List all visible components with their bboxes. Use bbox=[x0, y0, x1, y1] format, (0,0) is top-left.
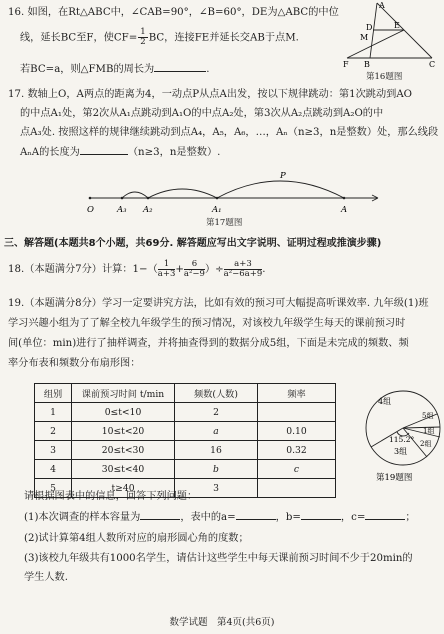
pie-label-group2: 2组 bbox=[420, 440, 432, 448]
q19-figure-caption: 第19题图 bbox=[376, 473, 413, 483]
table-header-group: 组别 bbox=[35, 384, 72, 403]
pie-label-group1: 1组 bbox=[423, 427, 435, 435]
fig17-label-a2: A₂ bbox=[143, 205, 153, 215]
q18-term2-num: 6 bbox=[184, 260, 205, 270]
q19-sub1-text-b: ，表中的a= bbox=[180, 512, 236, 523]
q18-term3 bbox=[223, 258, 266, 279]
q16-frac-den: 2 bbox=[140, 37, 146, 47]
q17-answer-blank[interactable] bbox=[80, 145, 128, 155]
fig16-label-f: F bbox=[343, 60, 349, 69]
q17-number-line-figure bbox=[80, 168, 390, 216]
q18-prefix: 18.（本题满分7分）计算：1−（ bbox=[8, 264, 158, 275]
q16-line2 bbox=[20, 28, 299, 47]
fig16-label-c: C bbox=[429, 60, 436, 69]
table-header-row bbox=[35, 384, 336, 403]
table-cell: a bbox=[175, 422, 258, 441]
pie-label-group3: 3组 bbox=[394, 447, 408, 456]
q16-line3-text-b: . bbox=[206, 64, 210, 75]
q18-term1-den: a+3 bbox=[157, 268, 176, 279]
fig17-label-p: P bbox=[280, 171, 286, 181]
q19-sample-size-blank[interactable] bbox=[140, 510, 180, 520]
table-cell: 1 bbox=[35, 403, 72, 422]
q18-term1-num: 1 bbox=[158, 260, 176, 270]
fig16-label-d: D bbox=[366, 23, 373, 32]
q19-line3: 间(单位：min)进行了抽样调查，并将抽查得到的数据分成5组，下面是未完成的频数、频 bbox=[8, 338, 409, 349]
table-cell: b bbox=[175, 460, 258, 479]
q19-sub3-line1: (3)该校九年级共有1000名学生，请估计这些学生中每天课前预习时间不少于20min的 bbox=[24, 553, 413, 564]
table-cell: 2 bbox=[175, 403, 258, 422]
q18-expression bbox=[8, 259, 266, 281]
q19-b-blank[interactable] bbox=[301, 510, 341, 520]
q19-sub2: (2)试计算第4组人数所对应的扇形圆心角的度数； bbox=[24, 533, 249, 544]
table-cell: 16 bbox=[175, 441, 258, 460]
q17-line2: 的中点A₁处，第2次从A₁点跳动到A₁O的中点A₂处，第3次从A₂点跳动到A₂O的中 bbox=[20, 108, 384, 119]
q16-answer-blank[interactable] bbox=[154, 62, 206, 72]
q17-figure-caption: 第17题图 bbox=[206, 218, 243, 228]
table-cell: 10≤t<20 bbox=[72, 422, 175, 441]
q19-sub1-text-e: ； bbox=[405, 512, 416, 523]
q16-line1: 16. 如图，在Rt△ABC中，∠CAB=90°，∠B=60°，DE为△ABC的中位 bbox=[8, 7, 339, 18]
table-row bbox=[35, 460, 336, 479]
q17-line1: 17. 数轴上O，A两点的距离为4，一动点P从点A出发，按以下规律跳动：第1次跳动到AO bbox=[8, 89, 413, 100]
q16-triangle-figure bbox=[342, 0, 438, 70]
pie-label-group4: 4组 bbox=[378, 397, 392, 406]
q17-line4 bbox=[20, 145, 220, 159]
table-cell bbox=[258, 403, 336, 422]
table-header-frequency: 频数(人数) bbox=[175, 384, 258, 403]
q19-sub1-text-a: (1)本次调查的样本容量为 bbox=[24, 512, 141, 523]
q19-pie-figure bbox=[364, 380, 442, 484]
q16-line3 bbox=[20, 62, 209, 76]
q16-line3-text-a: 若BC=a，则△FMB的周长为 bbox=[20, 64, 155, 75]
section3-title: 三、解答题(本题共8个小题，共69分. 解答题应写出文字说明、证明过程或推演步骤) bbox=[4, 238, 382, 249]
table-row bbox=[35, 441, 336, 460]
table-cell: 20≤t<30 bbox=[72, 441, 175, 460]
q16-frac-num: 1 bbox=[140, 27, 146, 37]
q18-term3-num: a+3 bbox=[224, 260, 263, 270]
fig16-label-e: E bbox=[394, 21, 400, 30]
fig16-label-a: A bbox=[379, 1, 385, 10]
fig16-label-m: M bbox=[360, 33, 369, 42]
table-row bbox=[35, 422, 336, 441]
q16-line2-text-b: BC，连接FE并延长交AB于点M. bbox=[148, 32, 299, 44]
q18-end: . bbox=[262, 264, 266, 275]
table-cell: 0≤t<10 bbox=[72, 403, 175, 422]
table-row bbox=[35, 403, 336, 422]
fig17-label-a: A bbox=[341, 205, 348, 215]
table-cell bbox=[258, 479, 336, 498]
q19-sub3-line2: 学生人数. bbox=[24, 572, 68, 583]
q17-line3: 点A₃处. 按照这样的规律继续跳动到点A₄，A₅，A₆，…，Aₙ（n≥3，n是整数）处，那么线段 bbox=[20, 127, 439, 138]
q19-line4: 率分布表和频数分布扇形图： bbox=[8, 358, 141, 369]
q19-frequency-table bbox=[34, 383, 336, 498]
table-cell: 2 bbox=[35, 422, 72, 441]
q16-figure-caption: 第16题图 bbox=[366, 72, 403, 82]
table-cell: c bbox=[258, 460, 336, 479]
q16-fraction bbox=[138, 28, 147, 47]
q19-sub1-text-c: ，b= bbox=[275, 512, 301, 523]
table-cell: 3 bbox=[35, 441, 72, 460]
pie-angle-label: 115.2° bbox=[389, 435, 415, 444]
q17-line4-text-b: （n≥3，n是整数）. bbox=[127, 147, 221, 158]
q19-line1: 19.（本题满分8分）学习一定要讲究方法，比如有效的预习可大幅提高听课效率. 九年级(1)班 bbox=[8, 298, 429, 309]
table-cell: t≥40 bbox=[72, 479, 175, 498]
q18-term3-den: a²−6a+9 bbox=[223, 268, 263, 279]
fig17-label-o: O bbox=[87, 205, 94, 215]
q17-line4-text-a: AₙA的长度为 bbox=[20, 147, 80, 158]
fig17-label-a3: A₃ bbox=[117, 205, 127, 215]
q19-sub1 bbox=[24, 510, 416, 524]
pie-label-group5: 5组 bbox=[422, 412, 434, 420]
q18-term1 bbox=[158, 260, 176, 279]
table-header-rate: 频率 bbox=[258, 384, 336, 403]
q18-plus: + bbox=[175, 264, 184, 275]
q19-intro: 请根据图表中的信息，回答下列问题： bbox=[24, 491, 198, 502]
q19-c-blank[interactable] bbox=[365, 510, 405, 520]
q18-mid: ）÷ bbox=[204, 264, 224, 275]
page-footer: 数学试题 第4页(共6页) bbox=[169, 617, 275, 628]
table-cell: 3 bbox=[175, 479, 258, 498]
table-cell: 0.10 bbox=[258, 422, 336, 441]
fig17-label-a1: A₁ bbox=[212, 205, 222, 215]
fig16-label-b: B bbox=[364, 60, 370, 69]
q19-a-blank[interactable] bbox=[236, 510, 276, 520]
table-header-time: 课前预习时间 t/min bbox=[72, 384, 175, 403]
q19-line2: 学习兴趣小组为了了解全校九年级学生的预习情况，对该校九年级学生每天的课前预习时 bbox=[8, 318, 406, 329]
table-cell: 5 bbox=[35, 479, 72, 498]
q16-line2-text-a: 线，延长BC至F，使CF= bbox=[20, 32, 138, 44]
q19-sub1-text-d: ，c= bbox=[340, 512, 366, 523]
q18-term2-den: a²−9 bbox=[183, 268, 205, 279]
table-cell: 30≤t<40 bbox=[72, 460, 175, 479]
table-cell: 0.32 bbox=[258, 441, 336, 460]
table-cell: 4 bbox=[35, 460, 72, 479]
q18-term2 bbox=[184, 260, 205, 279]
